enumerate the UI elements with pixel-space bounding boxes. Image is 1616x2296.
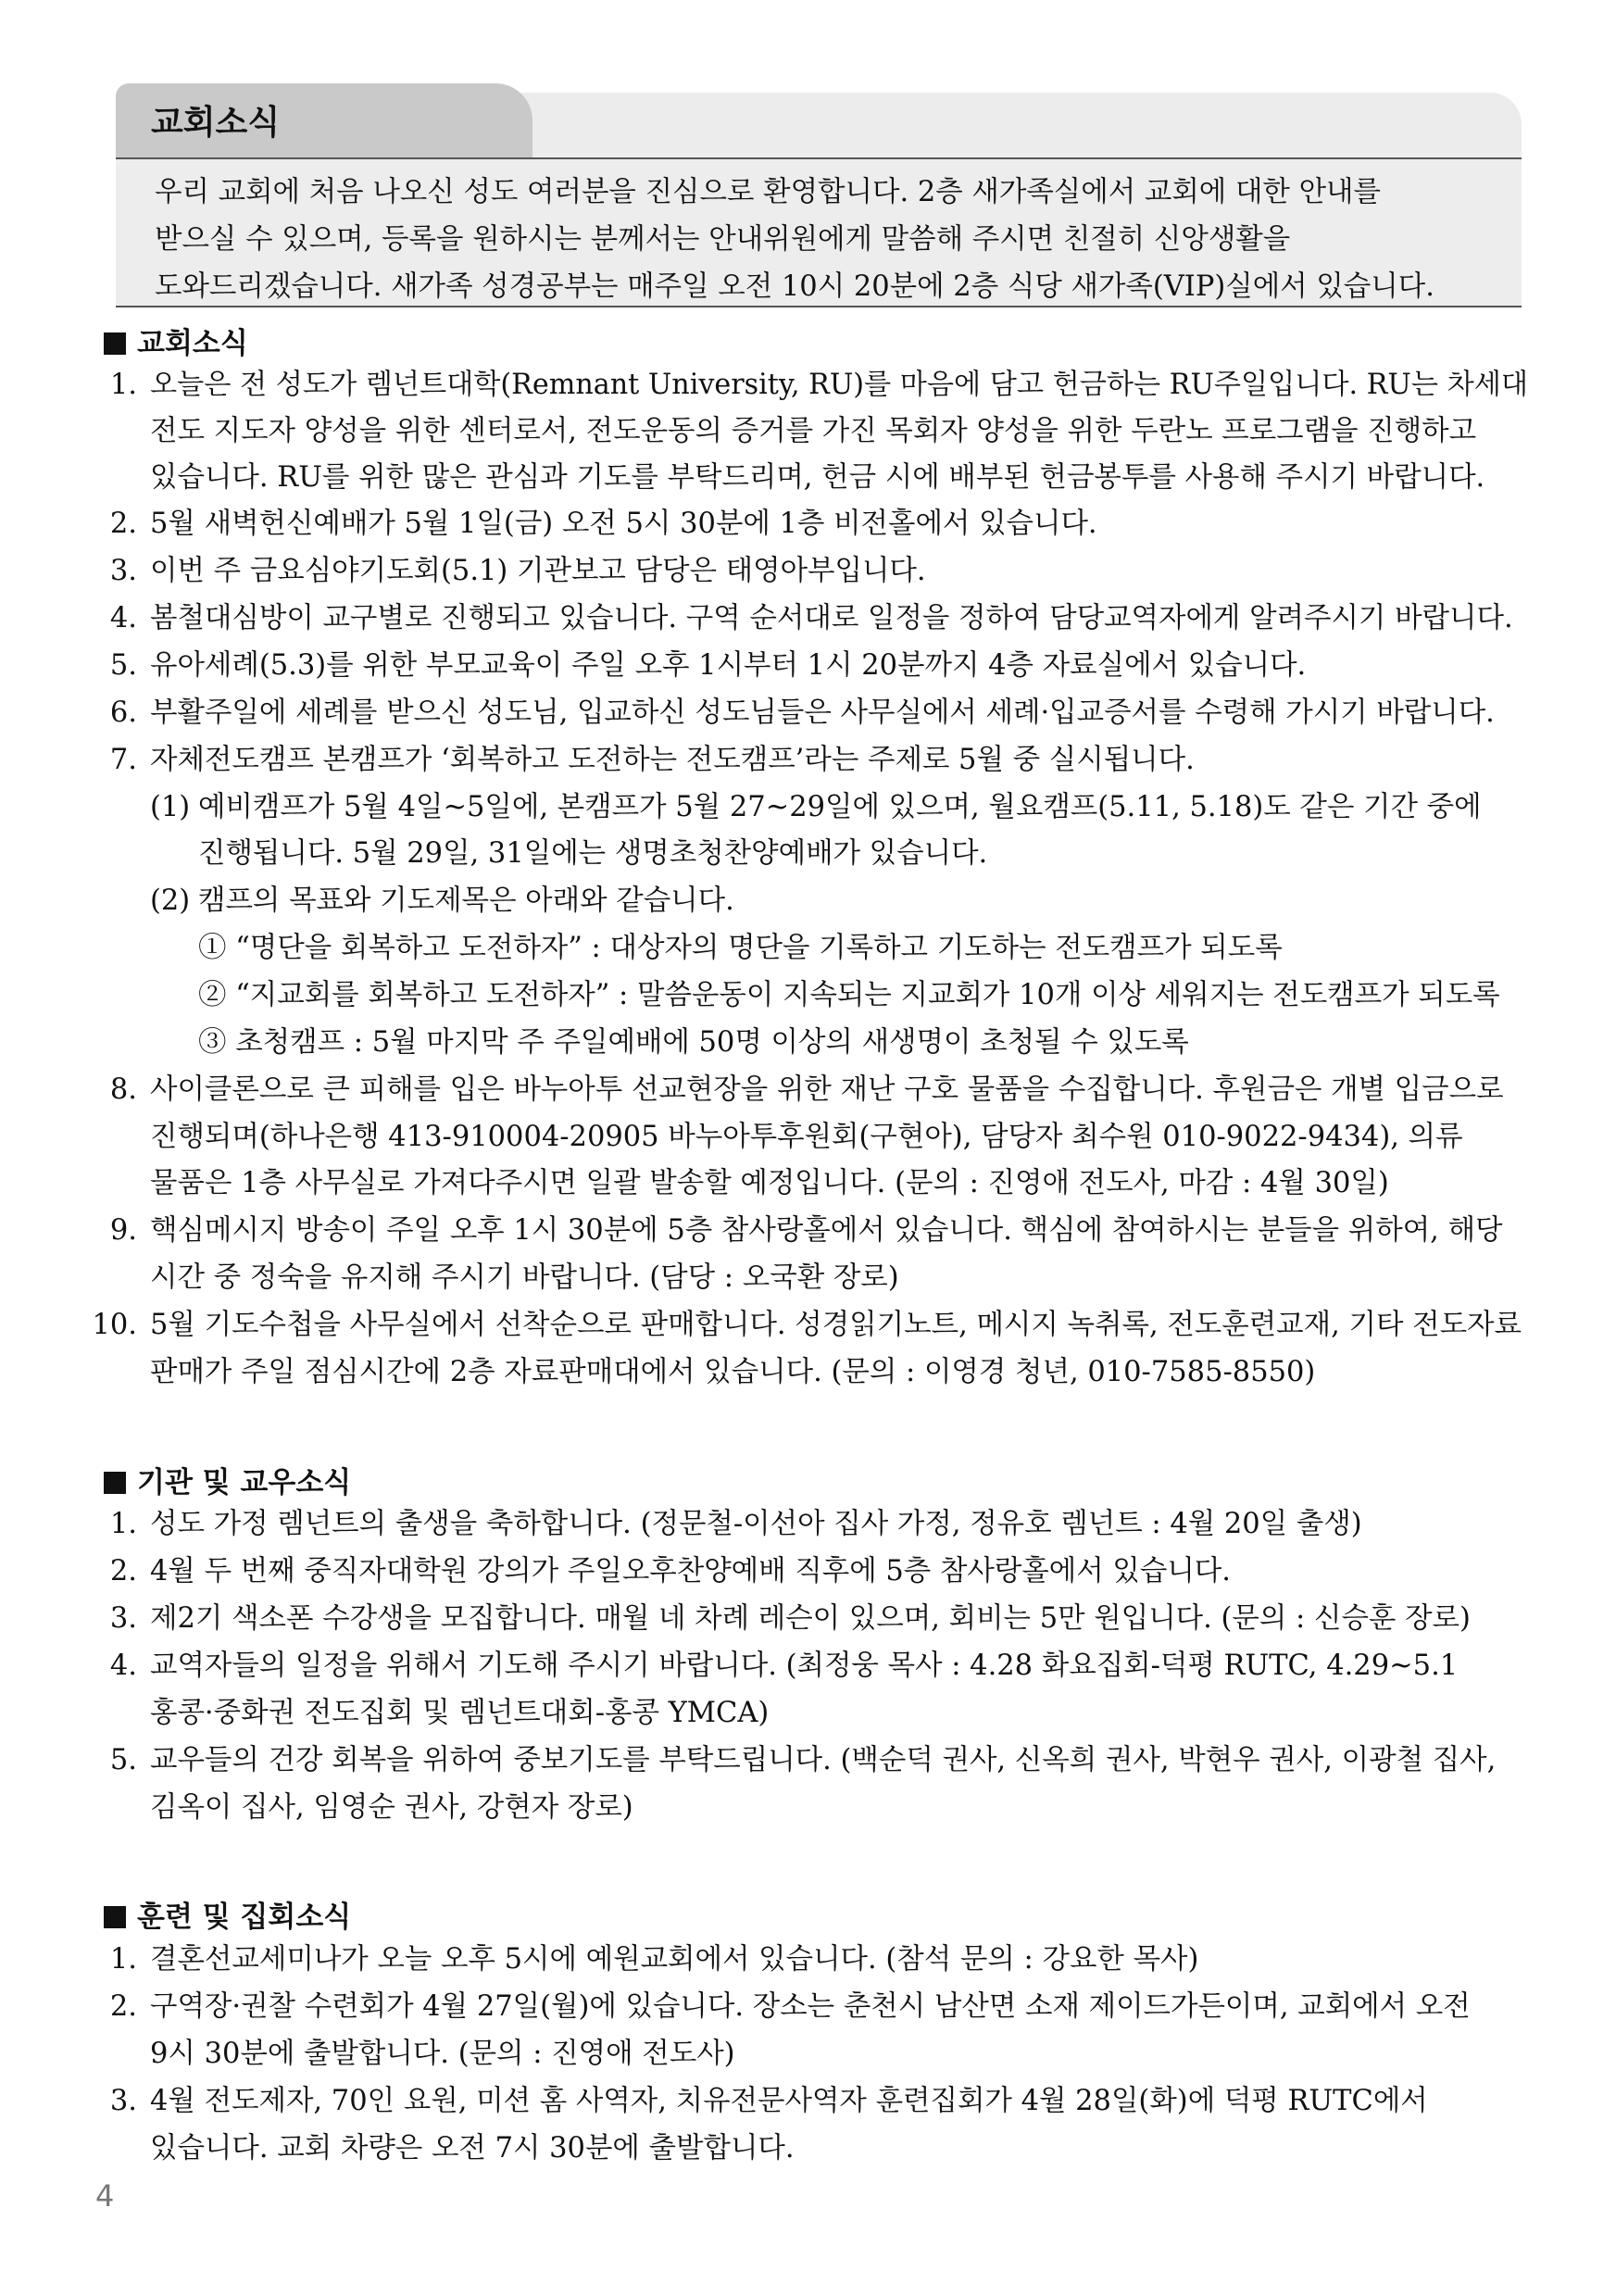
item-number: 9. [109,1214,137,1247]
sub-item-line: 예비캠프가 5월 4일~5일에, 본캠프가 5월 27~29일에 있으며, 월요캠프(5.11, 5.18)도 같은 기간 중에 [198,791,1482,823]
section-title-church-news: 교회소식 [104,320,248,361]
item-line: 사이클론으로 큰 피해를 입은 바누아투 선교현장을 위한 재난 구호 물품을 수집합니다. 후원금은 개별 입금으로 [150,1073,1504,1106]
item-number: 1. [109,369,137,401]
item-line: 5월 기도수첩을 사무실에서 선착순으로 판매합니다. 성경읽기노트, 메시지 녹취록, 전도훈련교재, 기타 전도자료 [150,1309,1522,1341]
welcome-box [116,157,1522,307]
item-line: 4월 두 번째 중직자대학원 강의가 주일오후찬양예배 직후에 5층 참사랑홀에서 있습니다. [150,1555,1231,1587]
item-line: 부활주일에 세례를 받으신 성도님, 입교하신 성도님들은 사무실에서 세례·입교증서를 수령해 가시기 바랍니다. [150,696,1495,729]
circled-item: ③ 초청캠프 : 5월 마지막 주 주일예배에 50명 이상의 새생명이 초청될 수 있도록 [198,1026,1189,1059]
item-line: 제2기 색소폰 수강생을 모집합니다. 매월 네 차례 레슨이 있으며, 회비는 5만 원입니다. (문의 : 신승훈 장로) [150,1602,1471,1635]
item-line: 결혼선교세미나가 오늘 오후 5시에 예원교회에서 있습니다. (참석 문의 : 강요한 목사) [150,1943,1199,1976]
welcome-line: 우리 교회에 처음 나오신 성도 여러분을 진심으로 환영합니다. 2층 새가족실에서 교회에 대한 안내를 [155,176,1381,208]
sub-item-line: 캠프의 목표와 기도제목은 아래와 같습니다. [198,885,734,917]
section-title-org-news: 기관 및 교우소식 [104,1459,351,1500]
item-number: 10. [92,1309,137,1341]
item-line: 전도 지도자 양성을 위한 센터로서, 전도운동의 증거를 가진 목회자 양성을 위한 두란노 프로그램을 진행하고 [150,415,1477,447]
item-number: 2. [109,508,137,540]
circled-item: ② “지교회를 회복하고 도전하자” : 말씀운동이 지속되는 지교회가 10개 이상 세워지는 전도캠프가 되도록 [198,979,1500,1011]
item-line: 교우들의 건강 회복을 위하여 중보기도를 부탁드립니다. (백순덕 권사, 신옥희 권사, 박현우 권사, 이광철 집사, [150,1744,1497,1776]
item-number: 1. [109,1943,137,1976]
page-number: 4 [95,2178,115,2214]
square-bullet-icon [104,1472,126,1494]
section-title-training-news: 훈련 및 집회소식 [104,1893,351,1935]
item-number: 2. [109,1990,137,2023]
item-number: 1. [109,1508,137,1540]
item-line: 있습니다. 교회 차량은 오전 7시 30분에 출발합니다. [150,2132,795,2164]
welcome-line: 받으실 수 있으며, 등록을 원하시는 분께서는 안내위원에게 말씀해 주시면 친절히 신앙생활을 [155,223,1291,256]
header-title: 교회소식 [151,104,281,142]
item-line: 4월 전도제자, 70인 요원, 미션 홈 사역자, 치유전문사역자 훈련집회가 4월 28일(화)에 덕평 RUTC에서 [150,2085,1428,2117]
item-number: 5. [109,1744,137,1776]
item-line: 유아세례(5.3)를 위한 부모교육이 주일 오후 1시부터 1시 20분까지 4층 자료실에서 있습니다. [150,649,1307,682]
sub-item-number: (1) [150,791,191,823]
item-number: 4. [109,1650,137,1682]
item-line: 물품은 1층 사무실로 가져다주시면 일괄 발송할 예정입니다. (문의 : 진영애 전도사, 마감 : 4월 30일) [150,1167,1389,1199]
sub-item-line: 진행됩니다. 5월 29일, 31일에는 생명초청찬양예배가 있습니다. [198,837,988,870]
item-line: 핵심메시지 방송이 주일 오후 1시 30분에 5층 참사랑홀에서 있습니다. 핵심에 참여하시는 분들을 위하여, 해당 [150,1214,1503,1247]
item-number: 2. [109,1555,137,1587]
item-line: 홍콩·중화권 전도집회 및 렘넌트대회-홍콩 YMCA) [150,1697,770,1729]
sub-item-number: (2) [150,885,191,917]
item-line: 5월 새벽헌신예배가 5월 1일(금) 오전 5시 30분에 1층 비전홀에서 있습니다. [150,508,1097,540]
square-bullet-icon [104,332,126,355]
item-line: 시간 중 정숙을 유지해 주시기 바랍니다. (담당 : 오국환 장로) [150,1261,899,1294]
circled-item: ① “명단을 회복하고 도전하자” : 대상자의 명단을 기록하고 기도하는 전도캠프가 되도록 [198,932,1283,964]
item-number: 6. [109,696,137,729]
item-number: 4. [109,602,137,634]
item-line: 오늘은 전 성도가 렘넌트대학(Remnant University, RU)를 마음에 담고 헌금하는 RU주일입니다. RU는 차세대 [150,369,1528,401]
welcome-line: 도와드리겠습니다. 새가족 성경공부는 매주일 오전 10시 20분에 2층 식당 새가족(VIP)실에서 있습니다. [155,270,1434,303]
item-line: 있습니다. RU를 위한 많은 관심과 기도를 부탁드리며, 헌금 시에 배부된 헌금봉투를 사용해 주시기 바랍니다. [150,461,1485,494]
item-line: 교역자들의 일정을 위해서 기도해 주시기 바랍니다. (최정웅 목사 : 4.28 화요집회-덕평 RUTC, 4.29~5.1 [150,1650,1459,1682]
item-line: 구역장·권찰 수련회가 4월 27일(월)에 있습니다. 장소는 춘천시 남산면 소재 제이드가든이며, 교회에서 오전 [150,1990,1471,2023]
item-number: 3. [109,555,137,587]
item-line: 진행되며(하나은행 413-910004-20905 바누아투후원회(구현아), 담당자 최수원 010-9022-9434), 의류 [150,1121,1463,1153]
item-line: 판매가 주일 점심시간에 2층 자료판매대에서 있습니다. (문의 : 이영경 청년, 010-7585-8550) [150,1356,1316,1388]
item-number: 3. [109,1602,137,1635]
item-line: 성도 가정 렘넌트의 출생을 축하합니다. (정문철-이선아 집사 가정, 정유호 렘넌트 : 4월 20일 출생) [150,1508,1362,1540]
item-number: 8. [109,1073,137,1106]
item-number: 7. [109,744,137,776]
item-line: 김옥이 집사, 임영순 권사, 강현자 장로) [150,1791,633,1824]
item-number: 5. [109,649,137,682]
item-line: 자체전도캠프 본캠프가 ‘회복하고 도전하는 전도캠프’라는 주제로 5월 중 실시됩니다. [150,744,1195,776]
item-line: 이번 주 금요심야기도회(5.1) 기관보고 담당은 태영아부입니다. [150,555,926,587]
item-line: 봄철대심방이 교구별로 진행되고 있습니다. 구역 순서대로 일정을 정하여 담당교역자에게 알려주시기 바랍니다. [150,602,1513,634]
square-bullet-icon [104,1906,126,1928]
item-line: 9시 30분에 출발합니다. (문의 : 진영애 전도사) [150,2038,735,2070]
section-header [116,83,1522,157]
item-number: 3. [109,2085,137,2117]
